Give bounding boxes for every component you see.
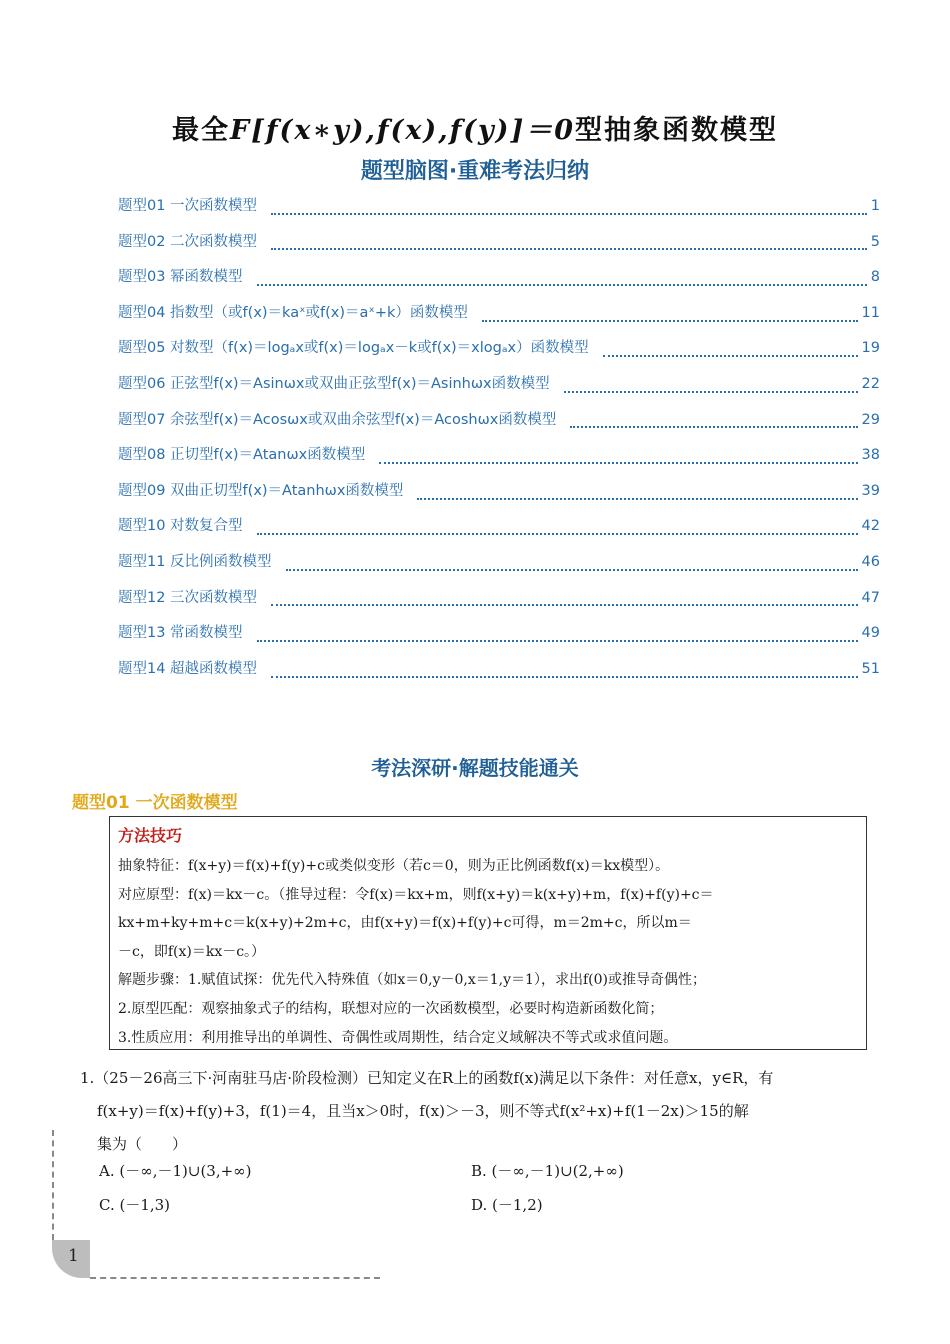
toc-entry-06[interactable] [118,372,880,408]
toc-leader-dots [417,498,857,500]
toc-entry-page: 46 [861,553,880,570]
method-line: 3.性质应用：利用推导出的单调性、奇偶性或周期性，结合定义域解决不等式或求值问题。 [118,1029,678,1046]
toc-entry-label: 题型02 二次函数模型 [118,233,258,250]
toc-leader-dots [271,248,867,250]
type-heading: 题型01 一次函数模型 [72,793,238,813]
toc-entry-label: 题型12 三次函数模型 [118,589,258,606]
toc-entry-page: 49 [861,625,880,642]
toc-entry-page: 29 [861,411,880,428]
question-stem-line: f(x+y)＝f(x)+f(y)+3，f(1)＝4，且当x＞0时，f(x)＞－3，则不等式f(x²+x)+f(1－2x)＞15的解 [97,1102,749,1120]
toc-leader-dots [271,676,857,678]
option-b[interactable]: B. (－∞,－1)∪(2,+∞) [471,1162,624,1180]
toc-entry-12[interactable] [118,586,880,622]
toc-entry-page: 51 [861,660,880,677]
toc-entry-label: 题型04 指数型（或f(x)＝kaˣ或f(x)＝aˣ+k）函数模型 [118,304,468,321]
document-title [0,108,950,147]
toc-entry-04[interactable] [118,301,880,337]
page-number: 1 [68,1246,79,1266]
toc-entry-page: 39 [861,482,880,499]
toc-entry-05[interactable] [118,336,880,372]
toc-leader-dots [257,640,858,642]
method-title: 方法技巧 [118,826,183,845]
method-line: －c，即f(x)＝kx－c。） [118,943,266,960]
toc-entry-label: 题型13 常函数模型 [118,625,243,642]
title-formula: F[f(x∗y),f(x),f(y)]＝0 [229,115,576,146]
toc-entry-page: 42 [861,518,880,535]
toc-entry-02[interactable] [118,230,880,266]
option-a[interactable]: A. (－∞,－1)∪(3,+∞) [99,1162,252,1180]
option-c[interactable]: C. (－1,3) [99,1196,171,1214]
title-suffix: 型抽象函数模型 [575,115,779,146]
toc-entry-page: 5 [870,233,880,250]
toc-entry-01[interactable] [118,194,880,230]
method-box [109,816,867,1050]
footer-dashed-line [90,1277,380,1279]
toc-leader-dots [379,462,857,464]
toc-entry-09[interactable] [118,479,880,515]
toc-entry-page: 47 [861,589,880,606]
toc-entry-page: 19 [861,340,880,357]
toc-entry-label: 题型01 一次函数模型 [118,198,258,214]
toc-leader-dots [257,284,867,286]
toc-entry-page: 38 [861,447,880,464]
toc-entry-14[interactable] [118,657,880,693]
toc-entry-label: 题型07 余弦型f(x)＝Acosωx或双曲余弦型f(x)＝Acoshωx函数模型 [118,411,557,428]
margin-dashed-line [52,1130,54,1240]
toc-leader-dots [286,569,858,571]
method-line: 2.原型匹配：观察抽象式子的结构，联想对应的一次函数模型，必要时构造新函数化简； [118,1000,664,1017]
toc-entry-07[interactable] [118,408,880,444]
toc-leader-dots [257,533,858,535]
toc-entry-03[interactable] [118,265,880,301]
toc-entry-label: 题型05 对数型（f(x)＝logₐx或f(x)＝logₐx－k或f(x)＝xlogₐx）函数模型 [118,340,589,357]
toc-entry-page: 11 [861,304,880,321]
toc-leader-dots [271,604,857,606]
toc-entry-10[interactable] [118,514,880,550]
question-1 [80,1062,880,1161]
method-line: 解题步骤：1.赋值试探：优先代入特殊值（如x＝0,y－0,x＝1,y＝1），求出f(0)或推导奇偶性； [118,972,706,989]
question-stem-line: 1.（25－26高三下·河南驻马店·阶段检测）已知定义在R上的函数f(x)满足以下条件：对任意x，y∈R，有 [80,1069,774,1087]
toc-entry-08[interactable] [118,443,880,479]
toc-entry-page: 22 [861,375,880,392]
option-d[interactable]: D. (－1,2) [471,1196,543,1214]
method-line: 抽象特征：f(x+y)＝f(x)+f(y)+c或类似变形（若c＝0，则为正比例函数f(x)＝kx模型）。 [118,858,670,874]
toc-entry-page: 1 [870,198,880,214]
toc-entry-label: 题型10 对数复合型 [118,518,243,535]
method-line: 对应原型：f(x)＝kx－c。（推导过程：令f(x)＝kx+m，则f(x+y)＝k(x+y)+m，f(x)+f(y)+c＝ [118,886,714,903]
toc-entry-label: 题型08 正切型f(x)＝Atanωx函数模型 [118,447,366,464]
toc-entry-label: 题型14 超越函数模型 [118,660,258,677]
method-line: kx+m+ky+m+c＝k(x+y)+2m+c，由f(x+y)＝f(x)+f(y)+c可得，m＝2m+c，所以m＝ [118,915,692,932]
toc-entry-label: 题型11 反比例函数模型 [118,553,272,570]
toc-entry-label: 题型06 正弦型f(x)＝Asinωx或双曲正弦型f(x)＝Asinhωx函数模型 [118,375,550,392]
toc-entry-page: 8 [870,269,880,286]
toc-heading: 题型脑图·重难考法归纳 [360,159,590,184]
toc-entry-label: 题型03 幂函数模型 [118,269,243,286]
body-heading: 考法深研·解题技能通关 [371,756,579,780]
question-stem-line: 集为（ ） [97,1135,188,1153]
toc-entry-11[interactable] [118,550,880,586]
toc-leader-dots [482,320,858,322]
toc-entry-label: 题型09 双曲正切型f(x)＝Atanhωx函数模型 [118,482,404,499]
toc-entry-13[interactable] [118,621,880,657]
toc-leader-dots [570,426,857,428]
title-prefix: 最全 [171,115,230,146]
toc-leader-dots [271,213,867,215]
toc-leader-dots [603,355,858,357]
toc-leader-dots [564,391,858,393]
table-of-contents [118,194,880,692]
